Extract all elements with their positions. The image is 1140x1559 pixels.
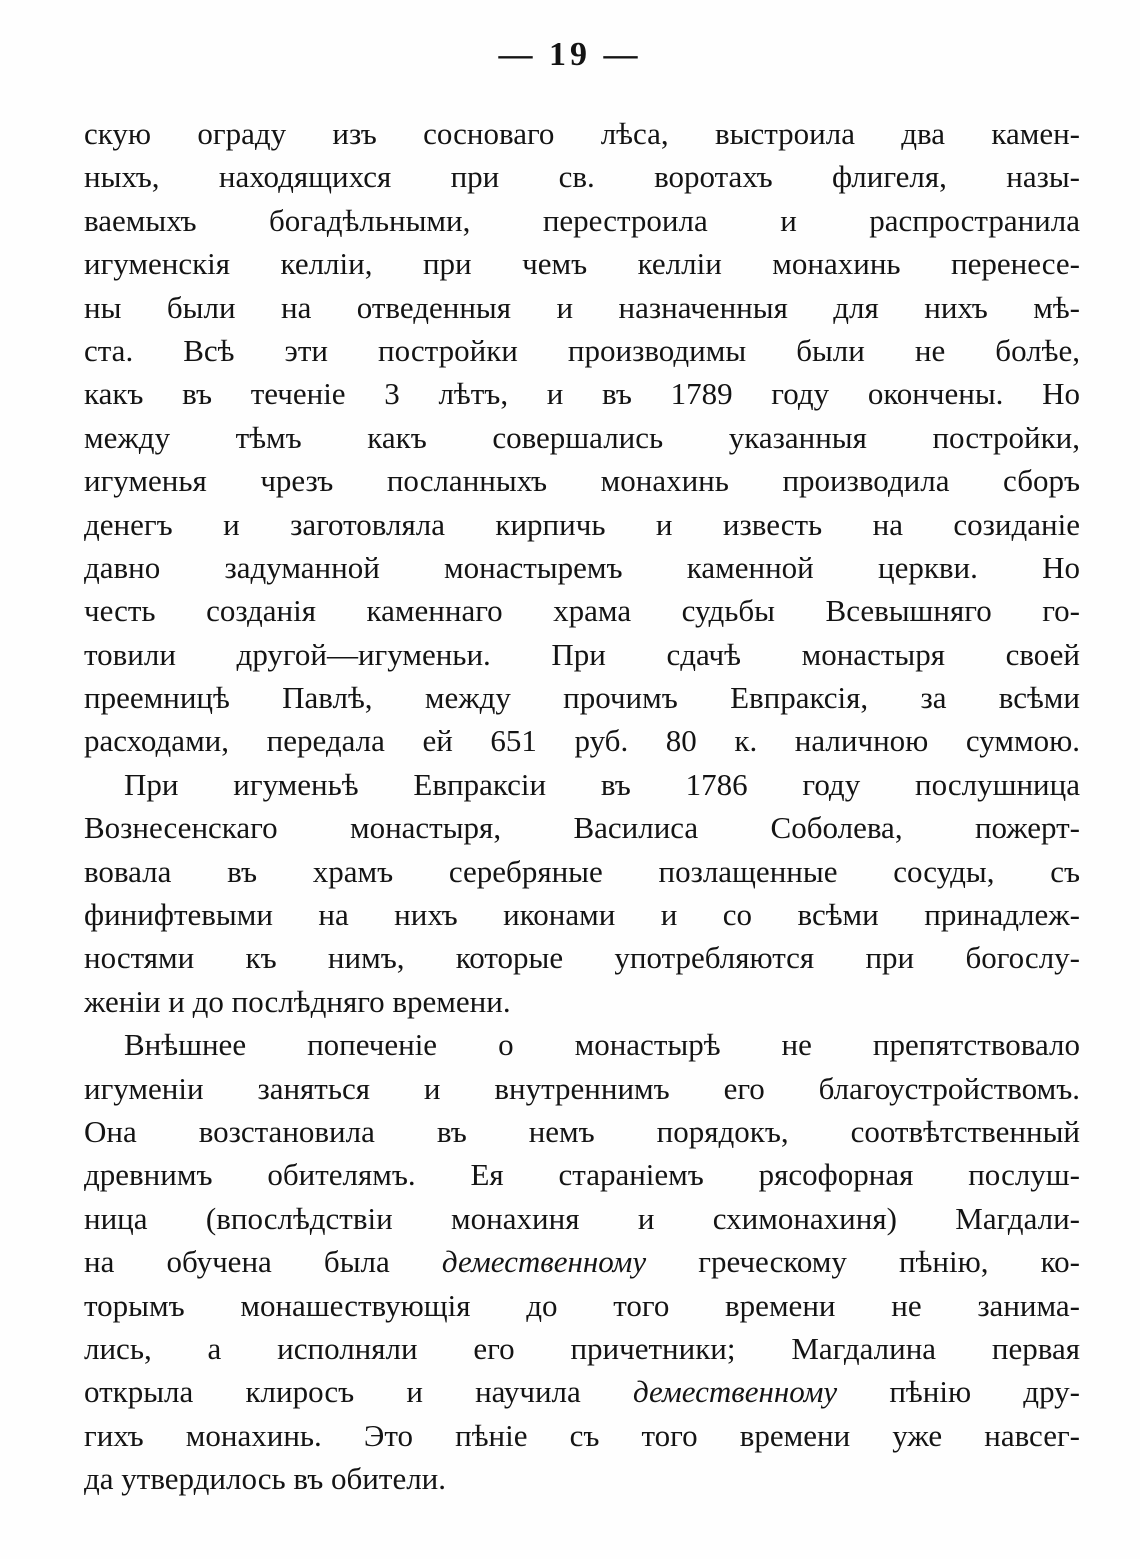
text-line: какъ въ теченіе 3 лѣтъ, и въ 1789 году окончены. Но [84,376,1080,412]
text-line: между тѣмъ какъ совершались указанныя постройки, [84,419,1080,455]
text-line: При игуменьѣ Евпраксіи въ 1786 году послушница [124,766,1080,802]
emphasized-term: демественному [441,1244,647,1280]
text-line: скую ограду изъ сосноваго лѣса, выстроила два камен- [84,116,1080,151]
text-line: ста. Всѣ эти постройки производимы были не болѣе, [84,332,1080,368]
text-line: на обучена была демественному греческому пѣнію, ко- [84,1244,1080,1280]
paragraph-2 [84,763,1080,1023]
text-line: ныхъ, находящихся при св. воротахъ флигеля, назы- [84,159,1080,195]
paragraph-3 [84,1023,1080,1500]
text-line: игуменіи заняться и внутреннимъ его благоустройствомъ. [84,1070,1080,1106]
text-line: да утвердилось въ обители. [84,1461,447,1497]
text-line: давно задуманной монастыремъ каменной церкви. Но [84,549,1080,585]
text-line: гихъ монахинь. Это пѣніе съ того времени уже навсег- [84,1417,1080,1453]
text-line: ны были на отведенныя и назначенныя для нихъ мѣ- [84,289,1080,325]
text-line: ваемыхъ богадѣльными, перестроила и распространила [84,202,1080,238]
text-line: лись, а исполняли его причетники; Магдалина первая [84,1330,1080,1366]
paragraph-1 [84,112,1080,763]
emphasized-term: демественному [632,1374,838,1410]
text-line: денегъ и заготовляла кирпичь и известь на созиданіе [84,506,1080,542]
text-line: расходами, передала ей 651 руб. 80 к. наличною суммою. [84,723,1080,759]
body-text [84,112,1080,1501]
text-line: ница (впослѣдствіи монахиня и схимонахиня) Магдали- [84,1200,1080,1236]
page-number: — 19 — [498,36,642,73]
text-line: честь созданія каменнаго храма судьбы Всевышняго го- [84,593,1080,629]
text-line: торымъ монашествующія до того времени не занима- [84,1287,1080,1323]
text-line: Она возстановила въ немъ порядокъ, соотвѣтственный [84,1113,1080,1149]
text-line: женіи и до послѣдняго времени. [84,983,511,1019]
text-line: игуменскія келліи, при чемъ келліи монахинь перенесе- [84,246,1080,282]
text-line: древнимъ обителямъ. Ея стараніемъ рясофорная послуш- [84,1157,1080,1193]
text-line: ностями къ нимъ, которые употребляются при богослу- [84,940,1080,976]
text-line: открыла клиросъ и научила демественному пѣнію дру- [84,1374,1080,1410]
text-line: вовала въ храмъ серебряные позлащенные сосуды, съ [84,853,1080,889]
text-line: финифтевыми на нихъ иконами и со всѣми принадлеж- [84,897,1080,933]
text-line: Вознесенскаго монастыря, Василиса Соболева, пожерт- [84,810,1080,846]
text-line: преемницѣ Павлѣ, между прочимъ Евпраксія, за всѣми [84,680,1080,716]
text-line: товили другой—игуменьи. При сдачѣ монастыря своей [84,636,1080,672]
text-line: Внѣшнее попеченіе о монастырѣ не препятствовало [124,1027,1080,1063]
text-line: игуменья чрезъ посланныхъ монахинь производила сборъ [84,463,1080,499]
